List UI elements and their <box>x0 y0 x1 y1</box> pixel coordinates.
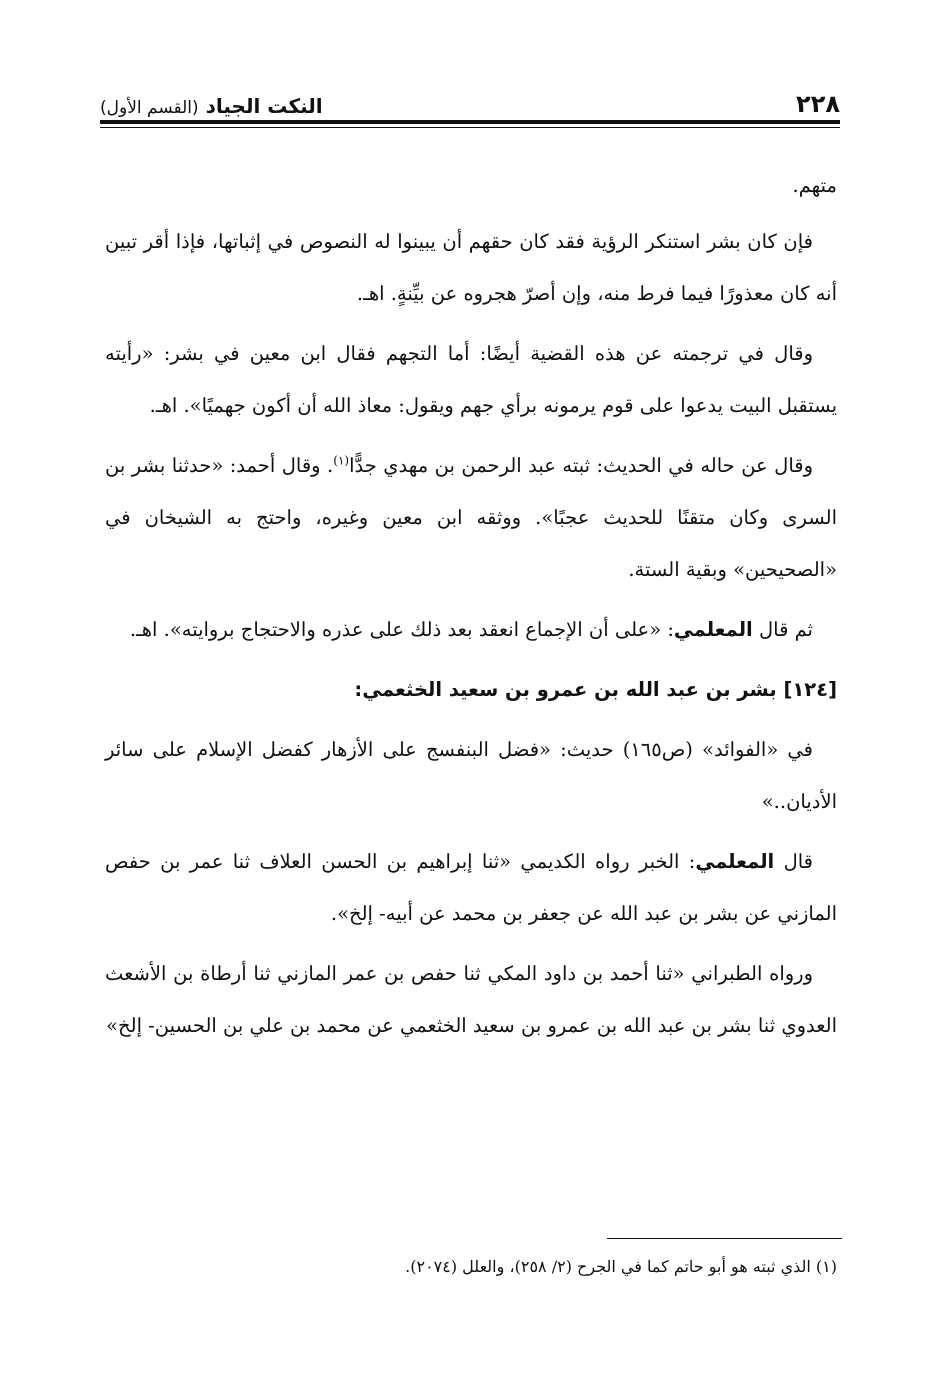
paragraph-1: متهم. <box>792 174 837 197</box>
header-rule-thick <box>100 120 840 124</box>
paragraph-4-text-a: وقال عن حاله في الحديث: ثبته عبد الرحمن بن مهدي جدًّا <box>349 454 813 477</box>
paragraph-5-quote: : «على أن الإجماع انعقد بعد ذلك على عذره والاحتجاج بروايته». اهـ. <box>129 618 674 641</box>
paragraph-3: وقال في ترجمته عن هذه القضية أيضًا: أما التجهم فقال ابن معين في بشر: «رأيته يستقبل البيت يدعوا على قوم يرمونه برأي جهم ويقول: معاذ الله أن أكون جهميًا». اهـ. <box>105 342 837 417</box>
book-title: النكت الجياد <box>205 94 323 118</box>
book-subtitle: (القسم الأول) <box>100 98 199 118</box>
paragraph-5 <box>105 604 837 656</box>
paragraph-7-lead: قال <box>783 850 813 873</box>
running-title <box>100 94 323 118</box>
entry-heading: [١٢٤] بشر بن عبد الله بن عمرو بن سعيد الخثعمي: <box>354 678 837 701</box>
header-rule-thin <box>100 127 840 128</box>
author-name-2: المعلمي <box>695 850 775 873</box>
paragraph-6: في «الفوائد» (ص١٦٥) حديث: «فضل البنفسج على الأزهار كفضل الإسلام على سائر الأديان..» <box>105 738 837 813</box>
page-header <box>100 78 840 118</box>
paragraph-7-text: : الخبر رواه الكديمي «ثنا إبراهيم بن الحسن العلاف ثنا عمر بن حفص المازني عن بشر بن عبد الله عن جعفر بن محمد عن أبيه- إلخ». <box>105 850 837 925</box>
main-text <box>105 160 837 1060</box>
paragraph-7 <box>105 836 837 940</box>
footnote-separator <box>607 1238 842 1239</box>
paragraph-4-text-b: . وقال أحمد: «حدثنا بشر بن السرى وكان متقنًا للحديث عجبًا». ووثقه ابن معين وغيره، واحتج به الشيخان في «الصحيحين» وبقية الستة. <box>105 454 837 581</box>
paragraph-5-lead: ثم قال <box>758 618 813 641</box>
footnote: (١) الذي ثبته هو أبو حاتم كما في الجرح (٢/ ٢٥٨)، والعلل (٢٠٧٤). <box>405 1257 837 1276</box>
paragraph-4 <box>105 440 837 596</box>
footnote-marker: (١) <box>333 453 350 468</box>
author-name: المعلمي <box>673 618 753 641</box>
paragraph-8: ورواه الطبراني «ثنا أحمد بن داود المكي ثنا حفص بن عمر المازني ثنا أرطاة بن الأشعث العدوي ثنا بشر بن عبد الله بن عمرو بن سعيد الخثعمي عن محمد بن علي بن الحسين- إلخ» <box>105 962 837 1037</box>
paragraph-2: فإن كان بشر استنكر الرؤية فقد كان حقهم أن يبينوا له النصوص في إثباتها، فإذا أقر تبين أنه كان معذورًا فيما فرط منه، وإن أصرّ هجروه عن بيِّنةٍ. اهـ. <box>105 230 837 305</box>
page-number: ٢٢٨ <box>796 90 840 118</box>
